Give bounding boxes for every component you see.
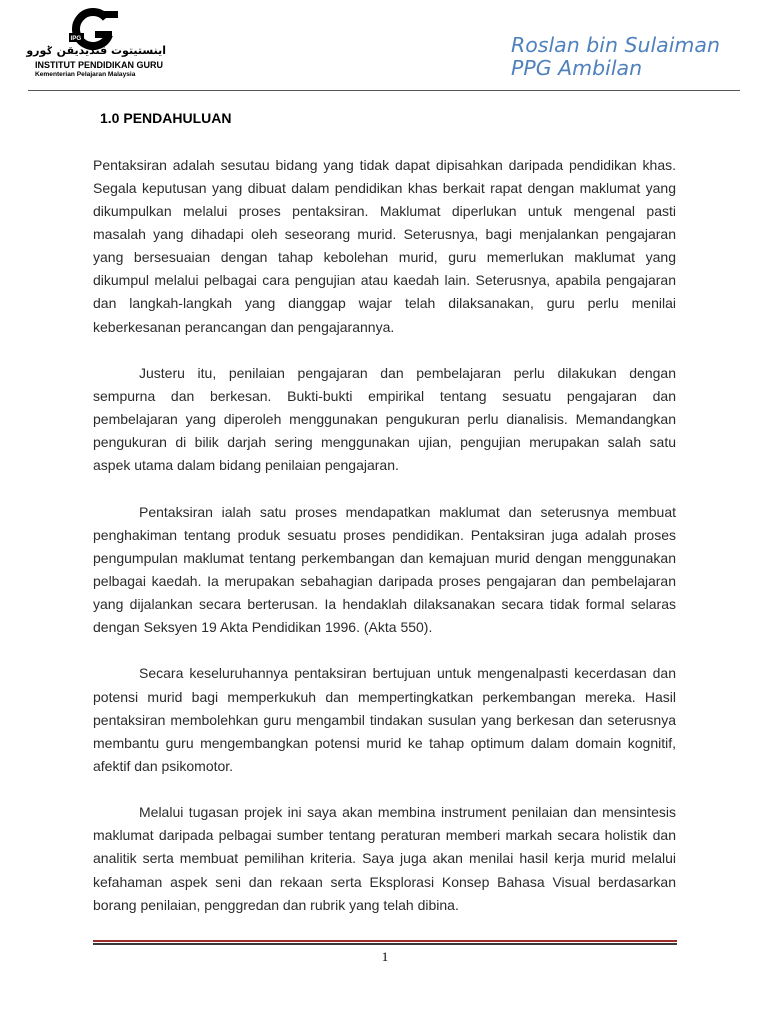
program-name: PPG Ambilan [511,56,643,80]
paragraph-line: analitik serta membuat pemilihan kriteria. Saya juga akan menilai hasil kerja murid melalui [93,850,676,867]
paragraph-line: Pentaksiran ialah satu proses mendapatkan maklumat dan seterusnya membuat [139,503,676,520]
header-divider [28,90,740,91]
document-body [93,107,676,940]
paragraph-line: pembelajaran yang diperoleh menggunakan pengukuran perlu dianalisis. Memandangkan [93,411,676,428]
paragraph-line: penghakiman tentang produk sesuatu proses pendidikan. Pentaksiran juga adalah proses [93,526,676,543]
header-author-block [511,34,720,80]
paragraph-line: borang penilaian, penggredan dan rubrik yang telah dibina. [93,896,459,913]
paragraph-line: pengumpulan maklumat tentang perkembangan dan kemajuan murid dengan menggunakan [93,549,676,566]
institution-logo [25,5,170,85]
paragraph-line: sempurna dan berkesan. Bukti-bukti empirikal tentang sesuatu pengajaran dan [93,387,676,404]
paragraph-line: dikumpulkan melalui proses pentaksiran. Maklumat diperlukan untuk mengenal pasti [93,202,676,219]
paragraph-line: pengukuran di bilik darjah sering menggunakan ujian, pengujian merupakan salah satu [93,434,676,451]
paragraph-line: dan langkah-langkah yang dianggap wajar telah dilaksanakan, guru perlu menilai [93,295,676,312]
paragraph-5 [93,801,676,917]
paragraph-line: Pentaksiran adalah sesutau bidang yang tidak dapat dipisahkan daripada pendidikan khas. [93,156,676,173]
paragraph-2 [93,362,676,478]
paragraph-line: membantu guru mengembangkan potensi murid ke tahap optimum dalam domain kognitif, [93,734,676,751]
paragraph-line: keberkesanan perancangan dan pengajarannya. [93,318,395,335]
paragraph-line: potensi murid bagi memperkukuh dan mempertingkatkan perkembangan mereka. Hasil [93,688,676,705]
paragraph-line: masalah yang dihadapi oleh seseorang murid. Seterusnya, bagi menjalankan pengajaran [93,226,676,243]
logo-jawi-text: اينستيتوت ڤنديديقن ݢورو [26,44,166,57]
paragraph-line: afektif dan psikomotor. [93,757,234,774]
footer-divider-secondary [93,943,677,945]
logo-institution-name: INSTITUT PENDIDIKAN GURU [35,60,163,70]
paragraph-line: Secara keseluruhannya pentaksiran bertujuan untuk mengenalpasti kecerdasan dan [139,665,676,682]
logo-badge-text: IPG [70,35,82,42]
section-heading: 1.0 PENDAHULUAN [100,110,232,127]
paragraph-line: Segala keputusan yang dibuat dalam pendidikan khas berkait rapat dengan maklumat yang [93,179,676,196]
paragraph-line: Melalui tugasan projek ini saya akan membina instrument penilaian dan mensintesis [139,804,676,821]
footer-divider [93,940,677,942]
paragraph-line: aspek utama dalam bidang penilaian pengajaran. [93,457,399,474]
paragraph-line: pentaksiran membolehkan guru mengambil tindakan susulan yang berkesan dan seterusnya [93,711,676,728]
paragraph-line: Justeru itu, penilaian pengajaran dan pembelajaran perlu dilakukan dengan [139,364,676,381]
logo-ministry-name: Kementerian Pelajaran Malaysia [35,71,136,78]
paragraph-3 [93,501,676,640]
paragraph-line: maklumat daripada pelbagai sumber tentang peraturan memberi markah secara holistik dan [93,827,676,844]
page-number: 1 [381,949,389,964]
paragraph-line: dengan Seksyen 19 Akta Pendidikan 1996. (Akta 550). [93,619,433,636]
paragraph-1 [93,154,676,339]
paragraph-line: dikumpul melalui pelbagai cara pengujian atau kaedah lain. Seterusnya, apabila pengajaran [93,272,676,289]
paragraph-line: yang dijalankan secara berterusan. Ia hendaklah dilaksanakan secara tidak formal selaras [93,596,676,613]
paragraph-4 [93,662,676,778]
paragraph-line: yang bersesuaian dengan tahap kebolehan murid, guru memerlukan maklumat yang [93,249,676,266]
author-name: Roslan bin Sulaiman [511,33,720,57]
paragraph-line: kefahaman aspek seni dan rekaan serta Eksplorasi Konsep Bahasa Visual berdasarkan [93,873,676,890]
paragraph-line: pelbagai kaedah. Ia merupakan sebahagian daripada proses pengajaran dan pembelajaran [93,572,676,589]
